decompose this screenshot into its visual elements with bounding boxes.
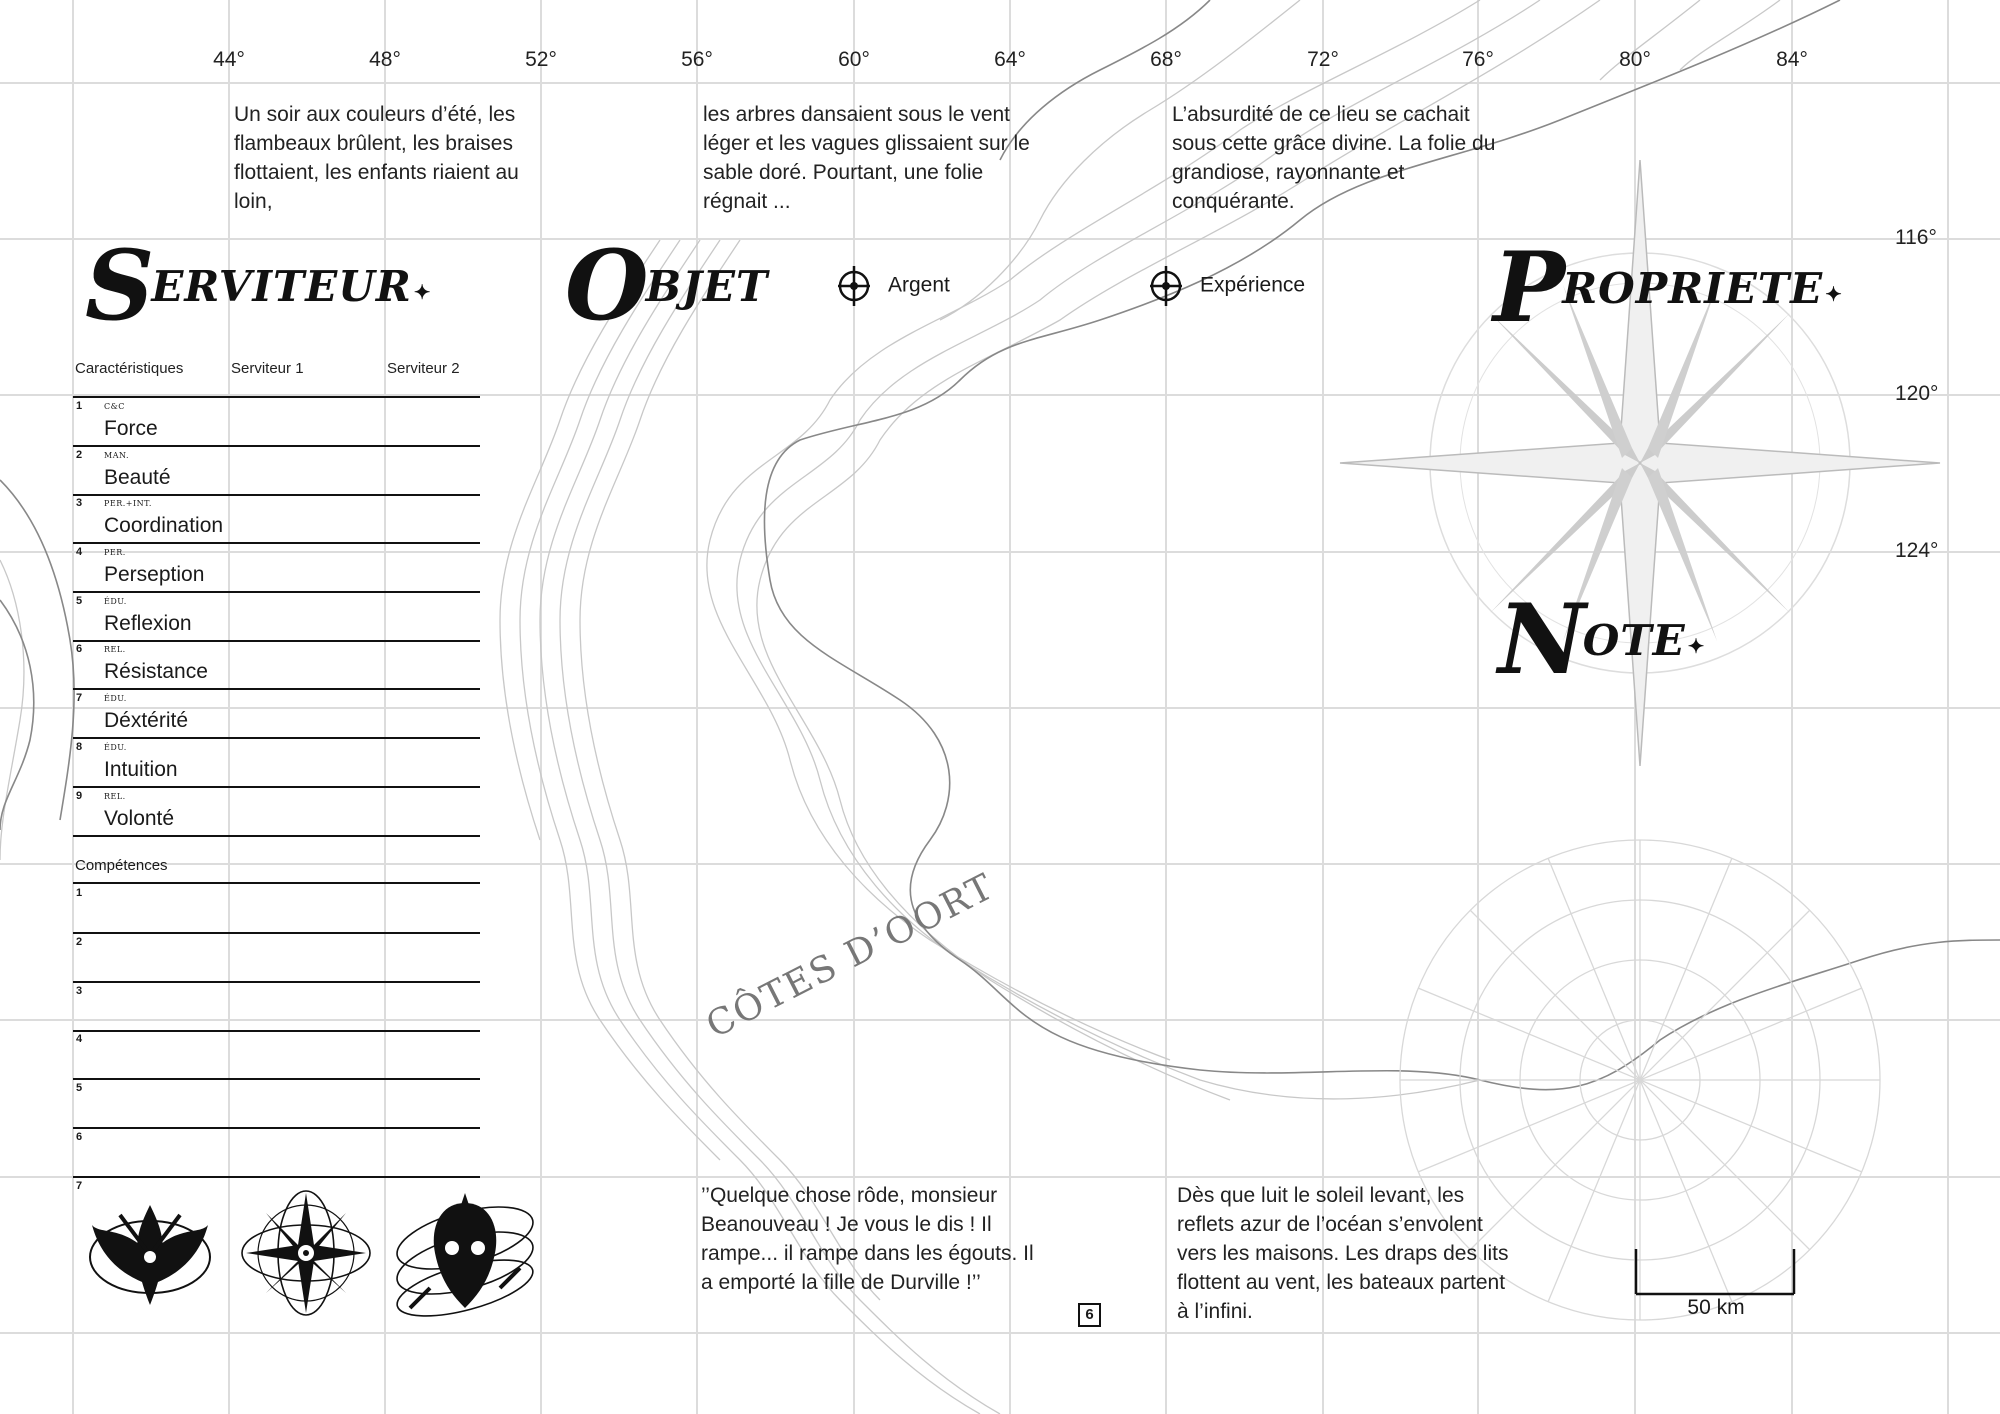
skill-row[interactable]: 3 [73,982,480,1032]
skill-row[interactable]: 2 [73,933,480,983]
longitude-label: 48° [369,48,401,71]
page-number: 6 [1078,1303,1101,1327]
title-objet: OBJET [565,229,769,342]
coast-label: CÔTES D’OORT [700,865,1002,1047]
longitude-label: 44° [213,48,245,71]
sparkle-icon: ✦ [1687,634,1706,658]
column-header-characteristics: Caractéristiques [75,360,184,377]
title-note: NOTE ✦ [1498,583,1706,696]
column-header-servant-2: Serviteur 2 [387,360,460,377]
story-paragraph: les arbres dansaient sous le vent léger et les vagues glissaient sur le sable doré. Pourtant, une folie régnait ... [703,103,1030,213]
characteristic-row[interactable]: 2 MAN. Beauté [73,446,480,496]
latitude-label: 116° [1895,226,1937,249]
longitude-label: 64° [994,48,1026,71]
title-serviteur: SERVITEUR ✦ [85,229,432,342]
lotus-emblem-icon [80,1195,220,1315]
story-paragraph: L’absurdité de ce lieu se cachait sous cette grâce divine. La folie du grandiose, rayonnante et conquérante. [1172,103,1496,213]
characteristic-row[interactable]: 4 PER. Perseption [73,543,480,593]
latitude-label: 120° [1895,382,1939,405]
longitude-label: 68° [1150,48,1182,71]
scale-label: 50 km [1687,1296,1745,1319]
longitude-label: 56° [681,48,713,71]
longitude-label: 72° [1307,48,1339,71]
crosshair-icon [1148,266,1184,306]
longitude-label: 60° [838,48,870,71]
star-orbit-emblem-icon [236,1188,376,1318]
characteristic-row[interactable]: 1 C&C Force [73,397,480,447]
story-paragraph: Dès que luit le soleil levant, les reflets azur de l’océan s’envolent vers les maisons. Les draps des lits flottent au vent, les bateaux partent à l’infini. [1177,1184,1509,1323]
legend-experience: Expérience [1148,266,1305,306]
column-header-servant-1: Serviteur 1 [231,360,304,377]
characteristic-row[interactable]: 9 REL. Volonté [73,787,480,837]
sparkle-icon: ✦ [1825,282,1843,306]
skill-row[interactable]: 1 [73,884,480,934]
skull-orbit-emblem-icon [390,1188,540,1318]
longitude-label: 80° [1619,48,1651,71]
story-paragraph: Un soir aux couleurs d’été, les flambeaux brûlent, les braises flottaient, les enfants riaient au loin, [234,103,519,213]
characteristic-row[interactable]: 3 PER.+INT. Coordination [73,494,480,544]
characteristic-row[interactable]: 5 ÉDU. Reflexion [73,592,480,642]
longitude-label: 84° [1776,48,1808,71]
characteristic-row[interactable]: 7 ÉDU. Déxtérité [73,689,480,739]
skills-heading: Compétences [75,857,168,874]
characteristic-row[interactable]: 8 ÉDU. Intuition [73,738,480,788]
scale-bar-icon [1636,1249,1794,1294]
characteristic-row[interactable]: 6 REL. Résistance [73,640,480,690]
latitude-label: 124° [1895,539,1939,562]
skill-row[interactable]: 6 [73,1128,480,1178]
quote-paragraph: ’’Quelque chose rôde, monsieur Beanouveau ! Je vous le dis ! Il rampe... il rampe dans les égouts. Il a emporté la fille de Durville !’’ [701,1184,1034,1294]
sparkle-icon: ✦ [413,280,432,304]
skill-row[interactable]: 4 [73,1030,480,1080]
skill-row[interactable]: 5 [73,1079,480,1129]
longitude-label: 52° [525,48,557,71]
skill-row[interactable]: 7 [76,1180,83,1192]
title-propriete: PROPRIETE ✦ [1493,231,1843,344]
legend-argent: Argent [836,266,950,306]
crosshair-icon [836,266,872,306]
longitude-label: 76° [1462,48,1494,71]
